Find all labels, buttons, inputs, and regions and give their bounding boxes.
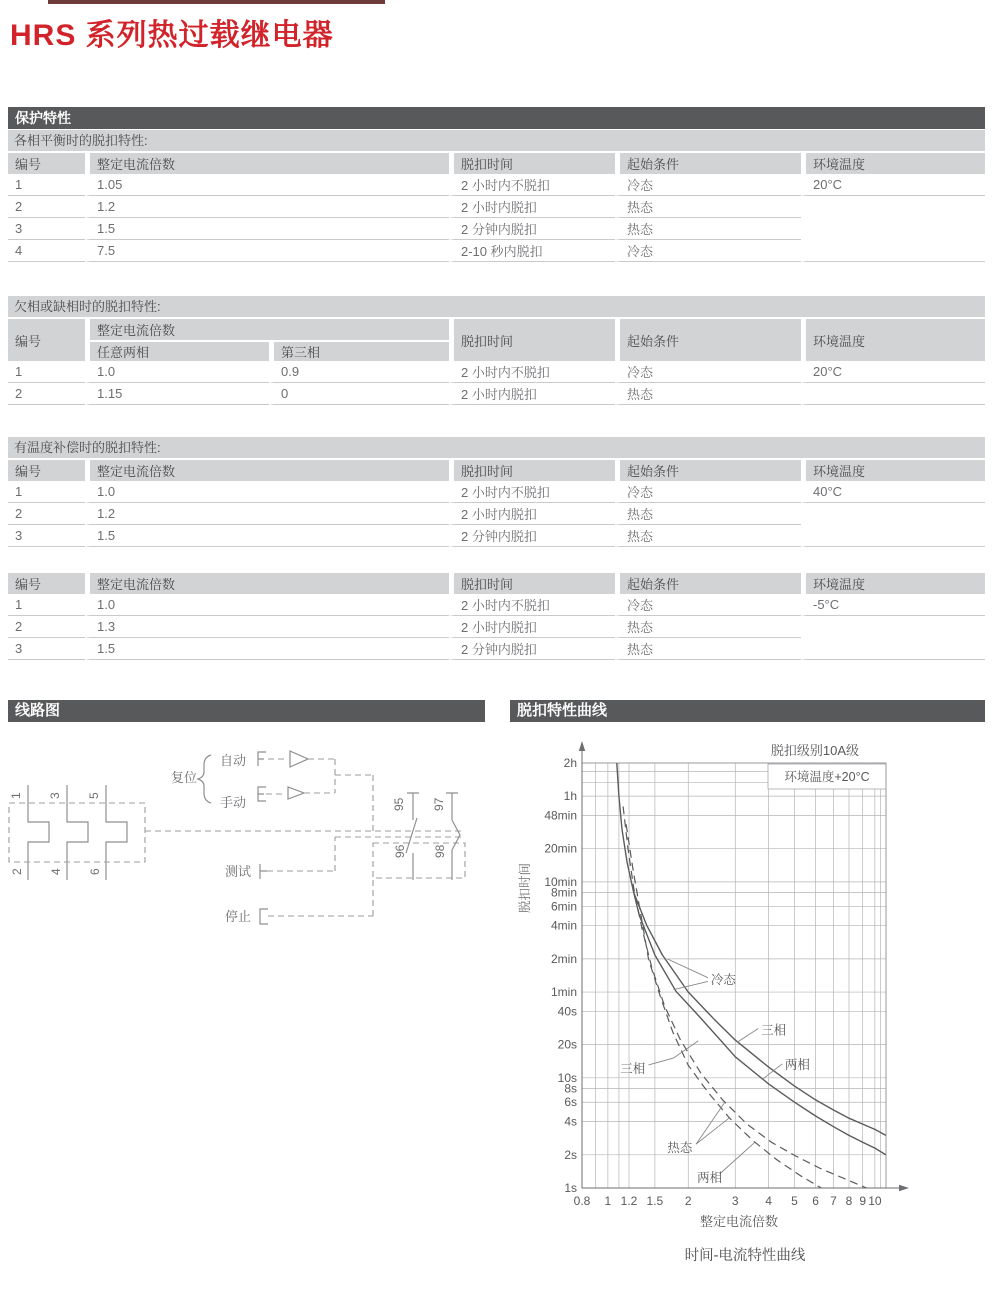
coupling-box — [9, 803, 145, 862]
table-cell: 3 — [8, 525, 85, 547]
table-cell: 冷态 — [615, 481, 801, 503]
table-cell: 2 小时内脱扣 — [449, 196, 615, 218]
header-row — [8, 460, 985, 481]
terminal-label-6: 6 — [88, 868, 102, 875]
table-cell: 热态 — [615, 383, 801, 405]
table-cell: 4 — [8, 240, 85, 262]
table-cell: 1 — [8, 481, 85, 503]
table-row — [8, 594, 985, 616]
curve-label-leader — [673, 981, 708, 989]
table-cell: 热态 — [615, 525, 801, 547]
data-table — [8, 319, 985, 405]
column-header: 编号 — [8, 153, 85, 174]
auto-actuator-icon — [258, 752, 266, 766]
table-row — [8, 196, 985, 218]
heater-element-1 — [28, 785, 49, 880]
curve-label-leader — [696, 1102, 725, 1144]
curve-label: 三相 — [620, 1062, 646, 1077]
table-row — [8, 361, 985, 383]
x-tick-label: 9 — [859, 1194, 867, 1208]
y-tick-label: 6min — [550, 899, 577, 914]
terminal-label-5: 5 — [87, 792, 101, 799]
table-subtitle: 各相平衡时的脱扣特性: — [8, 130, 985, 151]
ambient-temp-cell: -5°C — [801, 594, 985, 616]
table-cell: 2 — [8, 503, 85, 525]
table-cell: 2 小时内脱扣 — [449, 503, 615, 525]
test-wiring — [267, 837, 335, 871]
page-title: HRS 系列热过载继电器 — [10, 19, 334, 52]
table-cell: 2 小时内不脱扣 — [449, 361, 615, 383]
curve-series-0 — [617, 763, 886, 1136]
table-cell: 热态 — [615, 196, 801, 218]
table-cell: 热态 — [615, 218, 801, 240]
x-tick-label: 1.2 — [620, 1194, 638, 1208]
table-cell: 2 小时内脱扣 — [449, 383, 615, 405]
terminal-label-1: 1 — [9, 792, 23, 799]
ambient-temp-cell-merged — [801, 616, 985, 660]
contact-label-97: 97 — [432, 797, 446, 811]
y-axis-arrow-icon — [579, 741, 585, 751]
column-header: 环境温度 — [801, 460, 985, 481]
x-tick-label: 1.5 — [646, 1194, 664, 1208]
table-cell: 冷态 — [615, 594, 801, 616]
x-tick-label: 6 — [812, 1194, 819, 1208]
y-tick-label: 4min — [550, 918, 577, 933]
table-cell: 2 — [8, 383, 85, 405]
terminal-label-4: 4 — [49, 868, 63, 875]
table-row — [8, 383, 985, 405]
curve-label: 冷态 — [710, 973, 736, 988]
table-cell: 热态 — [615, 616, 801, 638]
table-cell: 1.2 — [85, 503, 449, 525]
column-header: 环境温度 — [801, 319, 985, 361]
ambient-temp-cell: 20°C — [801, 174, 985, 196]
top-edge-strip — [48, 0, 385, 4]
manual-actuator-icon — [258, 787, 266, 801]
heater-element-3 — [106, 785, 127, 880]
x-tick-label: 3 — [731, 1194, 739, 1208]
x-tick-label: 0.8 — [573, 1194, 591, 1208]
table-row — [8, 503, 985, 525]
column-header: 起始条件 — [615, 573, 801, 594]
column-header: 起始条件 — [615, 460, 801, 481]
y-tick-label: 8s — [564, 1081, 577, 1096]
y-tick-label: 48min — [544, 808, 577, 823]
table-cell: 1.3 — [85, 616, 449, 638]
table-row — [8, 481, 985, 503]
chart-caption: 时间-电流特性曲线 — [684, 1248, 806, 1264]
reset-brace — [198, 755, 211, 803]
header-row — [8, 153, 985, 174]
curve-label: 两相 — [697, 1171, 723, 1186]
table-cell: 1.5 — [85, 525, 449, 547]
y-tick-label: 2min — [550, 951, 577, 966]
stop-wiring — [268, 878, 373, 916]
contact-label-96: 96 — [393, 844, 407, 858]
y-tick-label: 20s — [557, 1037, 577, 1052]
column-header: 编号 — [8, 573, 85, 594]
reset-wiring — [308, 759, 373, 831]
x-axis-arrow-icon — [899, 1185, 909, 1191]
curve-series-2 — [623, 806, 866, 1188]
column-header: 脱扣时间 — [449, 153, 615, 174]
trip-class-note: 脱扣级别10A级 — [770, 743, 860, 758]
table-subtitle: 有温度补偿时的脱扣特性: — [8, 437, 985, 458]
x-tick-label: 5 — [791, 1194, 798, 1208]
table-cell: 2 — [8, 196, 85, 218]
table-row — [8, 616, 985, 638]
column-header: 第三相 — [269, 340, 449, 361]
table-cell: 1.15 — [85, 383, 269, 405]
table-cell: 热态 — [615, 638, 801, 660]
table-cell: 1 — [8, 361, 85, 383]
section-header-trip-curve: 脱扣特性曲线 — [510, 700, 985, 722]
table-temp-compensated-trip — [8, 437, 985, 547]
table-cell: 2 小时内不脱扣 — [449, 174, 615, 196]
y-tick-label: 1min — [550, 985, 577, 1000]
column-header: 整定电流倍数 — [85, 153, 449, 174]
data-table — [8, 153, 985, 262]
y-tick-label: 4s — [564, 1114, 577, 1129]
y-tick-label: 10min — [544, 874, 577, 889]
ambient-temp-cell-merged — [801, 383, 985, 405]
y-tick-label: 2s — [564, 1147, 577, 1162]
y-tick-label: 2h — [563, 755, 577, 770]
curve-label-leader — [696, 1118, 729, 1144]
column-header: 起始条件 — [615, 153, 801, 174]
reset-label: 复位 — [171, 770, 198, 785]
table-cell: 冷态 — [615, 174, 801, 196]
curve-series-3 — [626, 824, 821, 1188]
table-cell: 1.05 — [85, 174, 449, 196]
table-cell: 1 — [8, 594, 85, 616]
x-tick-label: 8 — [845, 1194, 853, 1208]
circuit-diagram — [8, 725, 488, 955]
terminal-label-3: 3 — [48, 792, 62, 799]
table-row — [8, 174, 985, 196]
curve-label-leader — [762, 1064, 783, 1080]
contact-label-98: 98 — [433, 844, 447, 858]
column-header: 脱扣时间 — [449, 319, 615, 361]
table-cell: 1 — [8, 174, 85, 196]
test-label: 测试 — [225, 864, 252, 879]
auto-restart-triangle-icon — [290, 751, 308, 767]
stop-label: 停止 — [225, 909, 252, 924]
table-cell: 2 小时内不脱扣 — [449, 481, 615, 503]
heater-element-2 — [67, 785, 88, 880]
table-cell: 1.5 — [85, 218, 449, 240]
table-subtitle: 欠相或缺相时的脱扣特性: — [8, 296, 985, 317]
table-cell: 1.5 — [85, 638, 449, 660]
curve-label: 三相 — [761, 1023, 787, 1038]
table-cell: 热态 — [615, 503, 801, 525]
table-low-temp-trip — [8, 573, 985, 660]
y-tick-label: 1h — [563, 789, 577, 804]
table-cell: 2 分钟内脱扣 — [449, 638, 615, 660]
test-actuator-icon — [260, 864, 267, 879]
data-table — [8, 460, 985, 547]
table-cell: 7.5 — [85, 240, 449, 262]
table-cell: 2 小时内不脱扣 — [449, 594, 615, 616]
table-cell: 1.0 — [85, 481, 449, 503]
table-cell: 2 分钟内脱扣 — [449, 525, 615, 547]
column-header: 环境温度 — [801, 573, 985, 594]
curve-label: 热态 — [667, 1141, 693, 1156]
table-cell: 2 分钟内脱扣 — [449, 218, 615, 240]
header-row — [8, 573, 985, 594]
contact-linkage-box — [373, 843, 465, 878]
ambient-temp-cell-merged — [801, 196, 985, 262]
table-cell: 冷态 — [615, 240, 801, 262]
ambient-temp-cell: 20°C — [801, 361, 985, 383]
column-header: 编号 — [8, 460, 85, 481]
ambient-note-text: 环境温度+20°C — [784, 770, 870, 784]
section-header-protection: 保护特性 — [8, 107, 985, 129]
x-axis-title: 整定电流倍数 — [699, 1214, 779, 1229]
contact-label-95: 95 — [392, 797, 406, 811]
table-cell: 2-10 秒内脱扣 — [449, 240, 615, 262]
y-tick-label: 6s — [564, 1095, 577, 1110]
column-header: 任意两相 — [85, 340, 269, 361]
terminal-label-2: 2 — [10, 868, 24, 875]
curve-series-1 — [634, 893, 886, 1155]
ambient-temp-cell: 40°C — [801, 481, 985, 503]
curve-label-leader — [737, 1029, 758, 1043]
manual-label: 手动 — [220, 795, 247, 810]
auto-label: 自动 — [220, 753, 247, 768]
x-tick-label: 4 — [765, 1194, 772, 1208]
table-cell: 2 小时内脱扣 — [449, 616, 615, 638]
trip-curve-chart — [515, 728, 985, 1268]
x-tick-label: 2 — [684, 1194, 692, 1208]
stop-actuator-icon — [260, 909, 268, 924]
manual-restart-triangle-icon — [288, 787, 304, 799]
y-tick-label: 8min — [550, 885, 577, 900]
y-tick-label: 1s — [564, 1181, 577, 1195]
y-tick-label: 40s — [557, 1004, 577, 1019]
table-cell: 1.2 — [85, 196, 449, 218]
table-cell: 0.9 — [269, 361, 449, 383]
column-header: 脱扣时间 — [449, 573, 615, 594]
table-cell: 3 — [8, 218, 85, 240]
table-cell: 2 — [8, 616, 85, 638]
section-header-circuit-diagram: 线路图 — [8, 700, 485, 722]
curve-label: 两相 — [784, 1058, 810, 1073]
column-header: 编号 — [8, 319, 85, 361]
column-header: 起始条件 — [615, 319, 801, 361]
column-header: 整定电流倍数 — [85, 319, 449, 340]
table-phase-loss-trip — [8, 296, 985, 405]
column-header: 整定电流倍数 — [85, 460, 449, 481]
table-cell: 0 — [269, 383, 449, 405]
y-axis-title: 脱扣时间 — [518, 862, 532, 914]
table-cell: 1.0 — [85, 594, 449, 616]
table-cell: 冷态 — [615, 361, 801, 383]
x-tick-label: 1 — [604, 1194, 612, 1208]
column-header: 整定电流倍数 — [85, 573, 449, 594]
y-tick-label: 20min — [544, 841, 577, 856]
curve-label-leader — [720, 1142, 755, 1174]
table-cell: 3 — [8, 638, 85, 660]
ambient-temp-cell-merged — [801, 503, 985, 547]
table-balanced-phase-trip — [8, 130, 985, 262]
x-tick-label: 10 — [868, 1194, 882, 1208]
table-cell: 1.0 — [85, 361, 269, 383]
data-table — [8, 573, 985, 660]
y-tick-label: 10s — [557, 1070, 577, 1085]
x-tick-label: 7 — [830, 1194, 837, 1208]
header-row — [8, 319, 985, 340]
column-header: 脱扣时间 — [449, 460, 615, 481]
curve-label-leader — [667, 959, 708, 978]
column-header: 环境温度 — [801, 153, 985, 174]
